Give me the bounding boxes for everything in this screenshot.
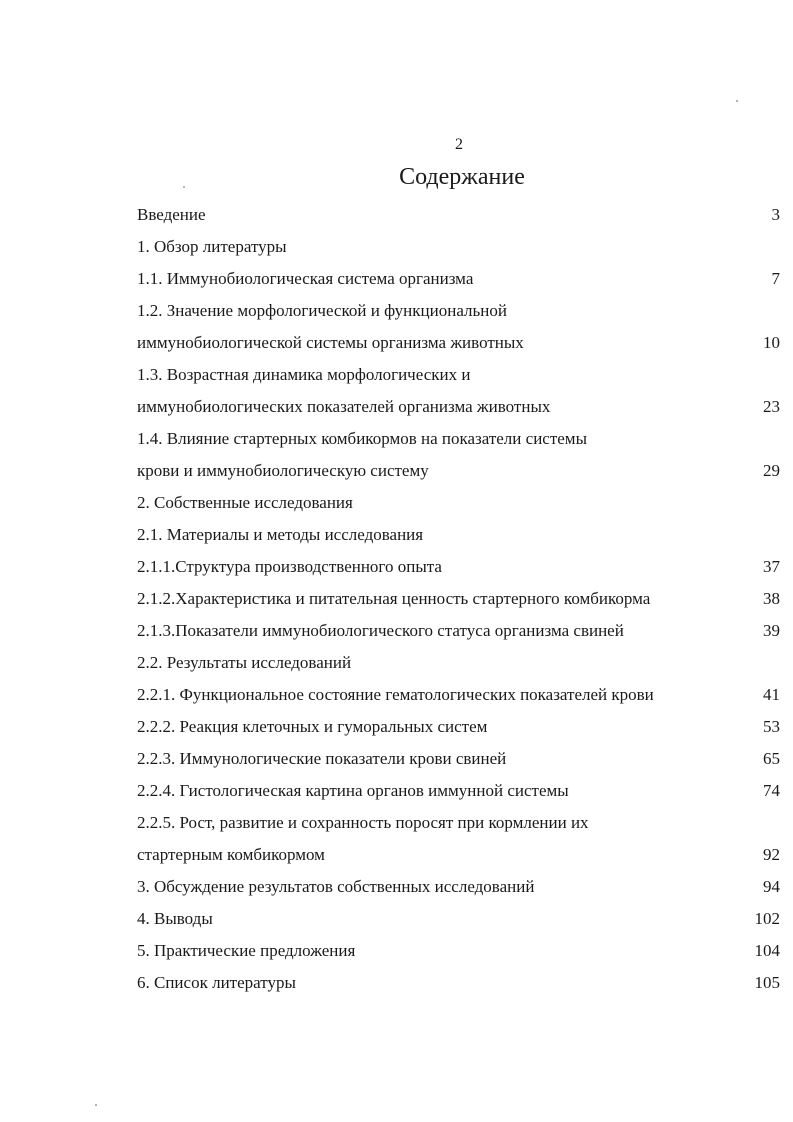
toc-entry-page: 65: [763, 749, 780, 768]
toc-line: [137, 519, 780, 551]
table-of-contents: [137, 199, 780, 999]
toc-entry-page: 105: [754, 973, 780, 992]
toc-entry-page: 7: [771, 269, 780, 288]
toc-entry-text: Введение: [137, 205, 206, 224]
toc-entry-text: 2.1.2.Характеристика и питательная ценность стартерного комбикорма: [137, 589, 651, 608]
scan-speck: [95, 1104, 97, 1106]
toc-entry-text: 2.1.1.Структура производственного опыта: [137, 557, 442, 576]
toc-entry-text: 2.2.3. Иммунологические показатели крови свиней: [137, 749, 507, 768]
toc-line: [137, 711, 780, 743]
page-number: 2: [455, 136, 463, 153]
toc-entry-text: 2.2.4. Гистологическая картина органов иммунной системы: [137, 781, 569, 800]
toc-entry-text: 2.2.5. Рост, развитие и сохранность поросят при кормлении их: [137, 813, 589, 832]
scan-speck: [736, 100, 738, 102]
toc-entry-text: стартерным комбикормом: [137, 845, 325, 864]
toc-line: [137, 327, 780, 359]
toc-entry-page: 23: [763, 397, 780, 416]
toc-entry-text: 3. Обсуждение результатов собственных исследований: [137, 877, 535, 896]
toc-line: [137, 551, 780, 583]
toc-entry-text: 2.2.2. Реакция клеточных и гуморальных систем: [137, 717, 488, 736]
toc-entry-text: 2.2.1. Функциональное состояние гематологических показателей крови: [137, 685, 654, 704]
toc-line: [137, 647, 780, 679]
toc-entry-text: 2. Собственные исследования: [137, 493, 353, 512]
toc-line: [137, 583, 780, 615]
toc-entry-text: 6. Список литературы: [137, 973, 296, 992]
toc-line: [137, 743, 780, 775]
toc-line: [137, 807, 780, 839]
toc-entry-text: 2.1. Материалы и методы исследования: [137, 525, 424, 544]
toc-line: [137, 423, 780, 455]
toc-entry-page: 94: [763, 877, 780, 896]
toc-line: [137, 295, 780, 327]
toc-line: [137, 231, 780, 263]
toc-entry-text: 1. Обзор литературы: [137, 237, 287, 256]
toc-line: [137, 935, 780, 967]
toc-line: [137, 839, 780, 871]
scan-margin: [0, 0, 793, 92]
toc-line: [137, 455, 780, 487]
toc-line: [137, 487, 780, 519]
toc-entry-page: 41: [763, 685, 780, 704]
toc-line: [137, 615, 780, 647]
toc-entry-text: иммунобиологической системы организма животных: [137, 333, 524, 352]
toc-entry-page: 74: [763, 781, 780, 800]
toc-entry-page: 39: [763, 621, 780, 640]
toc-entry-page: 104: [754, 941, 780, 960]
toc-entry-text: иммунобиологических показателей организма животных: [137, 397, 551, 416]
toc-entry-text: 2.1.3.Показатели иммунобиологического статуса организма свиней: [137, 621, 624, 640]
toc-entry-page: 3: [771, 205, 780, 224]
toc-entry-text: крови и иммунобиологическую систему: [137, 461, 429, 480]
toc-line: [137, 679, 780, 711]
toc-line: [137, 967, 780, 999]
toc-entry-text: 1.3. Возрастная динамика морфологических и: [137, 365, 471, 384]
toc-entry-text: 1.2. Значение морфологической и функциональной: [137, 301, 507, 320]
toc-entry-page: 29: [763, 461, 780, 480]
toc-entry-text: 2.2. Результаты исследований: [137, 653, 352, 672]
toc-entry-page: 10: [763, 333, 780, 352]
toc-line: [137, 775, 780, 807]
toc-entry-text: 1.1. Иммунобиологическая система организма: [137, 269, 474, 288]
toc-line: [137, 391, 780, 423]
toc-entry-page: 38: [763, 589, 780, 608]
toc-entry-page: 37: [763, 557, 780, 576]
toc-line: [137, 359, 780, 391]
toc-line: [137, 263, 780, 295]
toc-line: [137, 871, 780, 903]
toc-entry-text: 5. Практические предложения: [137, 941, 356, 960]
toc-line: [137, 199, 780, 231]
toc-title: Содержание: [399, 164, 525, 190]
toc-entry-page: 53: [763, 717, 780, 736]
toc-entry-text: 1.4. Влияние стартерных комбикормов на показатели системы: [137, 429, 587, 448]
toc-line: [137, 903, 780, 935]
toc-entry-page: 92: [763, 845, 780, 864]
toc-entry-page: 102: [754, 909, 780, 928]
toc-entry-text: 4. Выводы: [137, 909, 213, 928]
